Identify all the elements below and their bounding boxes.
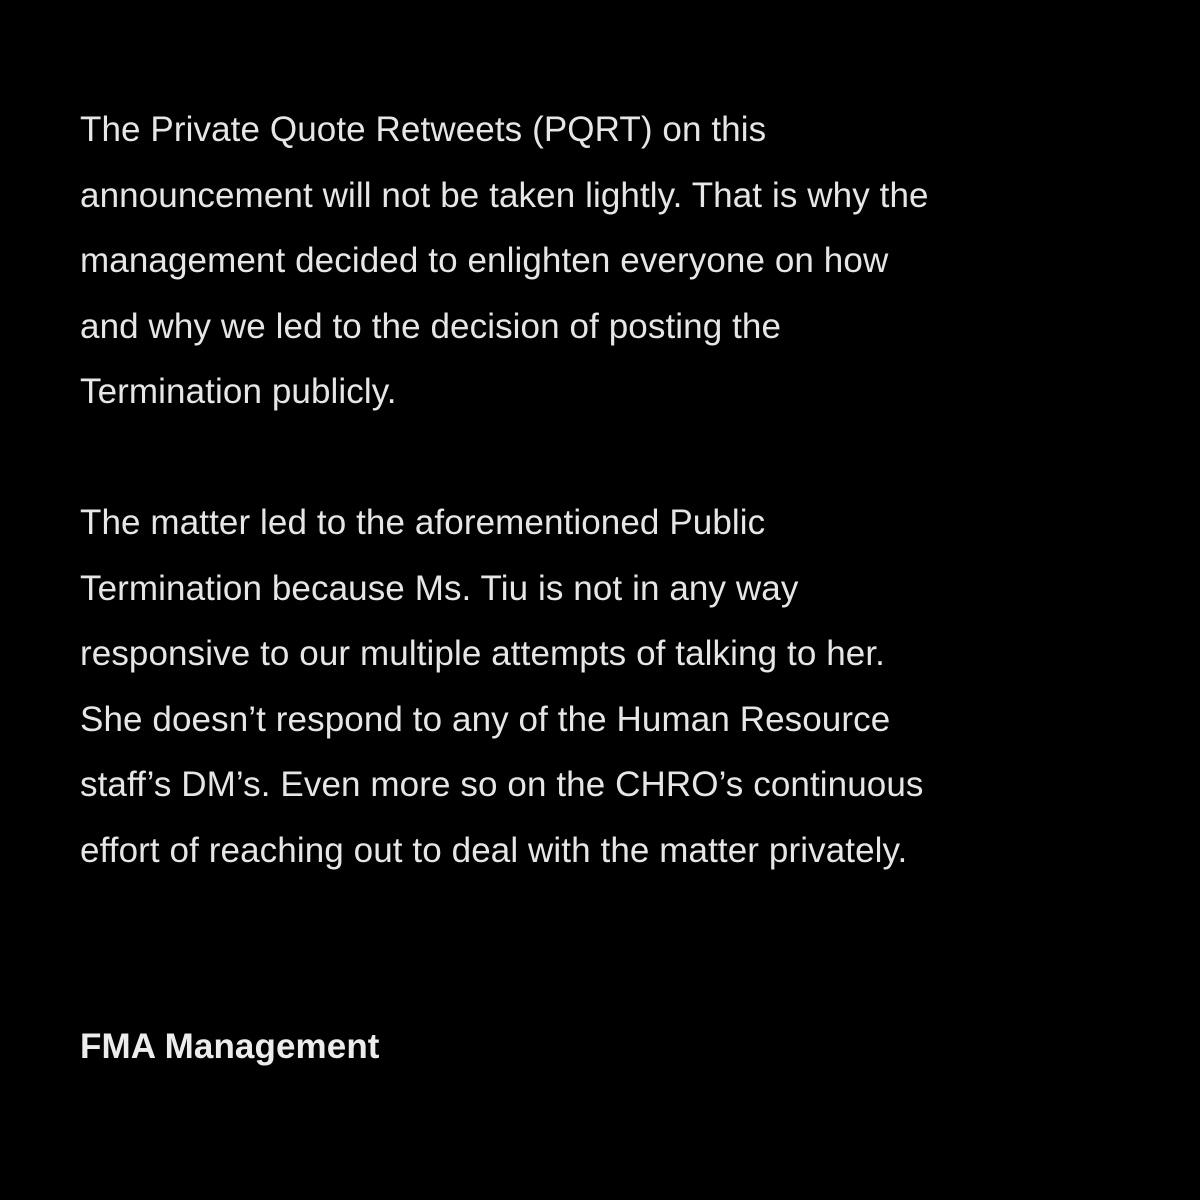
text-line: Termination because Ms. Tiu is not in any way: [80, 568, 799, 608]
text-line: management decided to enlighten everyone on how: [80, 241, 889, 280]
text-line: responsive to our multiple attempts of talking to her.: [80, 634, 885, 673]
announcement-note: [80, 97, 1140, 1080]
paragraph-gap: [80, 425, 1140, 491]
signature: FMA Management: [80, 1027, 380, 1066]
text-line: effort of reaching out to deal with the matter privately.: [80, 830, 908, 870]
paragraph-2: [80, 490, 1140, 883]
text-line: and why we led to the decision of posting the: [80, 306, 782, 346]
paragraph-1: [80, 97, 1140, 425]
text-line: staff’s DM’s. Even more so on the CHRO’s continuous: [80, 765, 924, 804]
text-line: She doesn’t respond to any of the Human Resource: [80, 699, 891, 739]
text-line: The Private Quote Retweets (PQRT) on this: [80, 110, 767, 149]
text-line: The matter led to the aforementioned Public: [80, 503, 766, 542]
signature-gap: [80, 883, 1140, 1014]
text-line: Termination publicly.: [80, 372, 397, 411]
text-line: announcement will not be taken lightly. That is why the: [80, 175, 929, 215]
